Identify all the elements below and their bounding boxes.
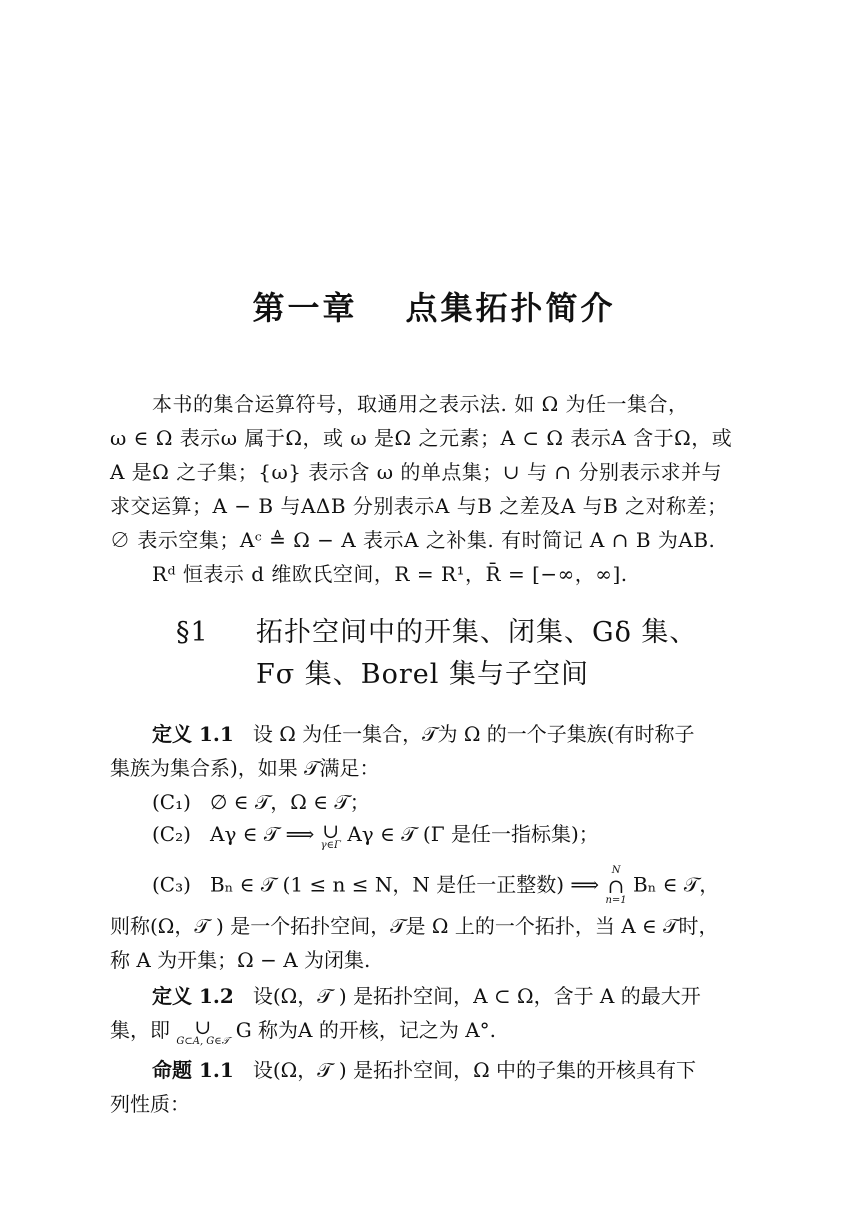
definition-text: 设(Ω，𝒯 ) 是拓扑空间，A ⊂ Ω，含于 A 的最大开 (252, 984, 701, 1008)
definition-label: 定义 1.2 (152, 984, 234, 1008)
intro-line-2: ω ∈ Ω 表示ω 属于Ω，或 ω 是Ω 之元素；A ⊂ Ω 表示A 含于Ω，或 (110, 426, 733, 450)
intersection-operator: N ∩ n=1 (605, 865, 627, 906)
proposition-1-1-line-2: 列性质： (110, 1092, 190, 1116)
definition-1-1 (152, 720, 695, 748)
definition-1-2-line-2: 集，即 ∪ G⊂A, G∈𝒯 G 称为A 的开核，记之为 A°. (110, 1014, 497, 1047)
definition-1-2 (152, 982, 701, 1010)
proposition-text: 设(Ω，𝒯 ) 是拓扑空间，Ω 中的子集的开核具有下 (252, 1058, 697, 1082)
condition-text: Bₙ ∈ 𝒯 (1 ≤ n ≤ N，N 是任一正整数) ⟹ (210, 872, 600, 897)
definition-label: 定义 1.1 (152, 722, 234, 746)
union-operator: ∪ G⊂A, G∈𝒯 (176, 1014, 230, 1047)
condition-c2 (152, 820, 599, 851)
condition-text-tail: Aγ ∈ 𝒯 (Γ 是任一指标集)； (347, 822, 599, 846)
definition-1-1-line-4: 称 A 为开集；Ω − A 为闭集. (110, 948, 371, 972)
union-operator: ∪ γ∈Γ (320, 818, 341, 851)
chapter-name: 点集拓扑简介 (405, 289, 616, 327)
intro-line-5: ∅ 表示空集；Aᶜ ≜ Ω − A 表示A 之补集. 有时简记 A ∩ B 为AB. (110, 528, 716, 552)
condition-c1 (152, 788, 370, 816)
proposition-1-1 (152, 1056, 696, 1084)
condition-c3 (152, 866, 719, 906)
definition-1-1-line-3: 则称(Ω，𝒯 ) 是一个拓扑空间，𝒯是 Ω 上的一个拓扑，当 A ∈ 𝒯时， (110, 914, 719, 938)
intro-line-6: Rᵈ 恒表示 d 维欧氏空间，R = R¹，R̄ = [−∞，∞]. (152, 562, 628, 586)
condition-label: (C₃) (152, 872, 191, 897)
condition-label: (C₂) (152, 822, 191, 846)
section-title-line-2: Fσ 集、Borel 集与子空间 (256, 659, 589, 690)
condition-label: (C₁) (152, 790, 191, 814)
condition-text-tail: Bₙ ∈ 𝒯， (633, 872, 720, 897)
section-number: §1 (176, 617, 209, 648)
definition-text: 设 Ω 为任一集合，𝒯为 Ω 的一个子集族(有时称子 (252, 722, 695, 746)
condition-text: Aγ ∈ 𝒯 ⟹ (210, 822, 315, 846)
intro-line-1: 本书的集合运算符号，取通用之表示法. 如 Ω 为任一集合， (152, 392, 689, 416)
condition-text: ∅ ∈ 𝒯，Ω ∈ 𝒯； (210, 790, 370, 814)
chapter-title (0, 283, 868, 329)
section-heading (176, 610, 697, 649)
chapter-number: 第一章 (252, 289, 358, 327)
intro-line-4: 求交运算；A − B 与AΔB 分别表示A 与B 之差及A 与B 之对称差； (110, 494, 728, 518)
proposition-label: 命题 1.1 (152, 1058, 234, 1082)
section-title-line-1: 拓扑空间中的开集、闭集、Gδ 集、 (256, 617, 698, 648)
definition-1-1-line-2: 集族为集合系)，如果 𝒯满足： (110, 756, 380, 780)
intro-line-3: A 是Ω 之子集；{ω} 表示含 ω 的单点集；∪ 与 ∩ 分别表示求并与 (110, 460, 722, 484)
